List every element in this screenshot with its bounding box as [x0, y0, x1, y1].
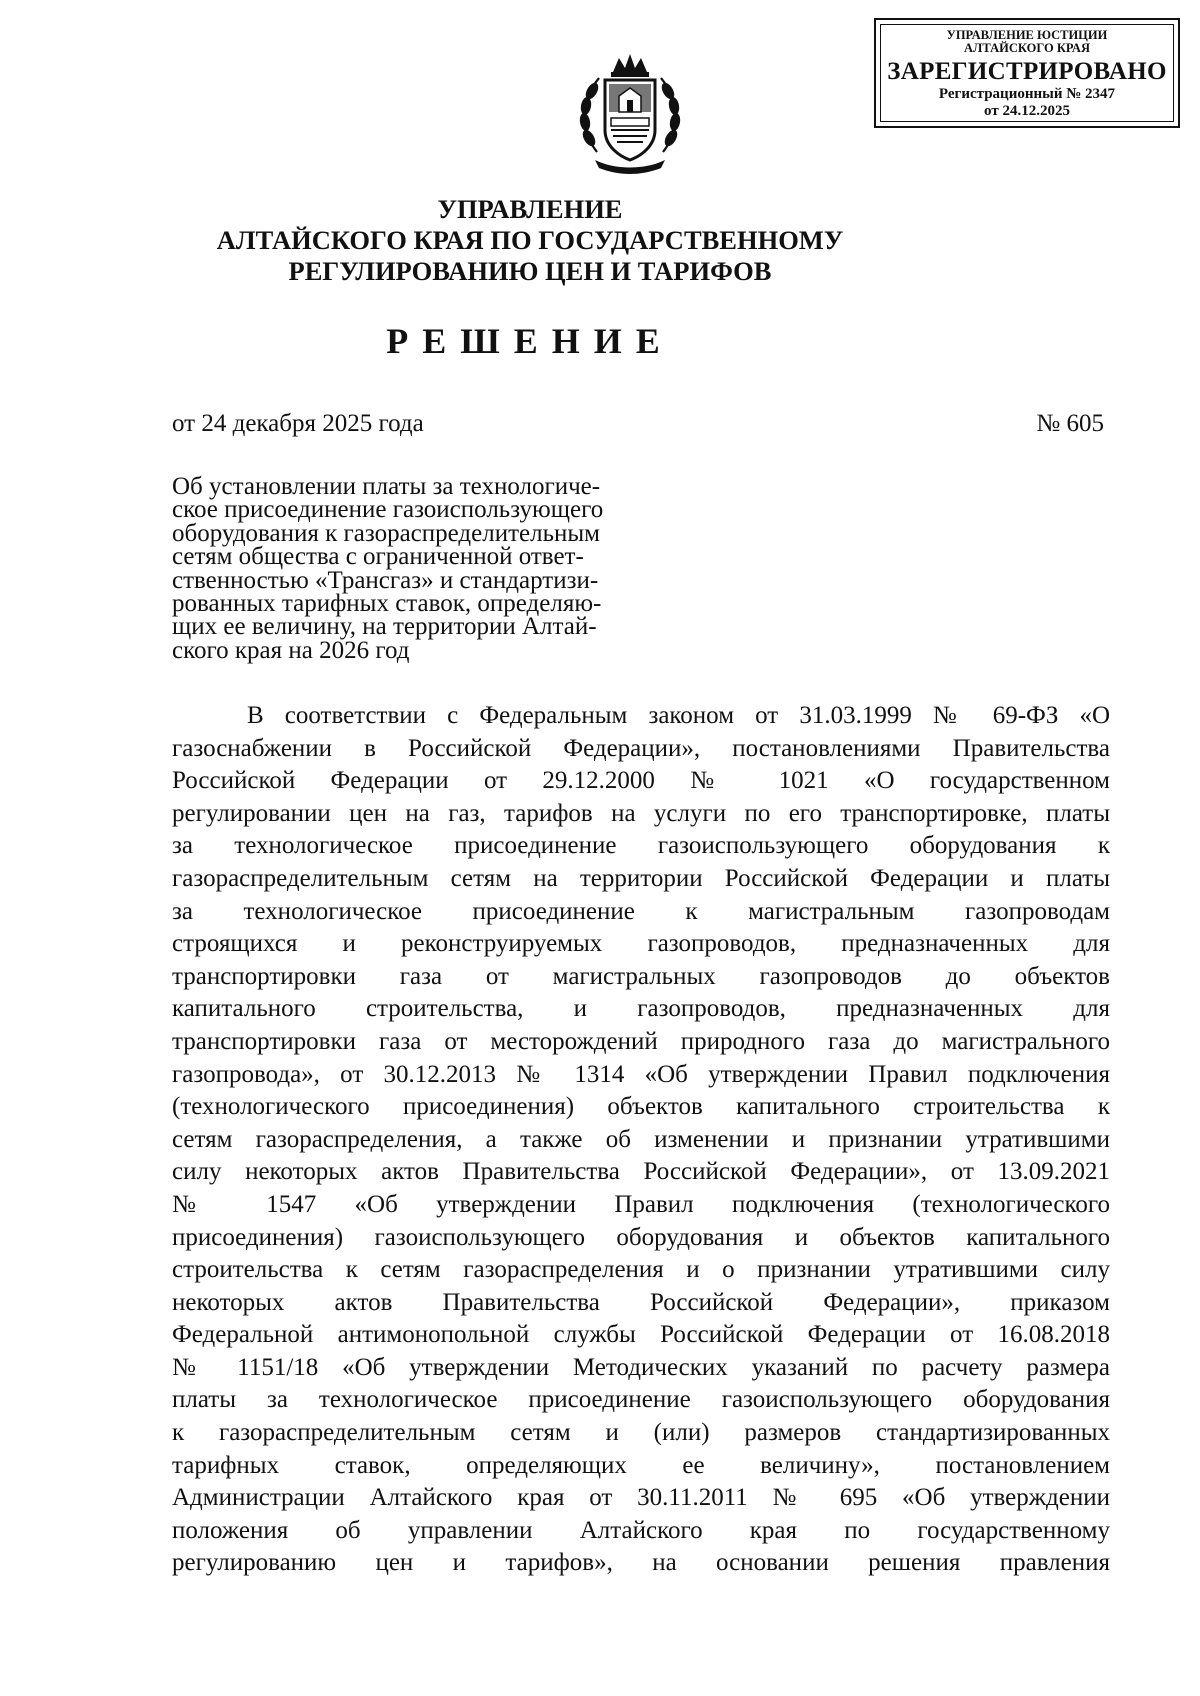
stamp-reg-number: Регистрационный № 2347 [938, 86, 1116, 102]
organization-line-2: АЛТАЙСКОГО КРАЯ ПО ГОСУДАРСТВЕННОМУ [216, 225, 844, 255]
document-date: от 24 декабря 2025 года [172, 410, 424, 437]
document-body [172, 700, 1110, 1580]
body-line: № 1547 «Об утверждении Правил подключения (технологического [172, 1190, 1110, 1218]
body-line: присоединения) газоиспользующего оборудования и объектов капитального [172, 1223, 1110, 1251]
body-line: капитального строительства, и газопроводов, предназначенных для [172, 995, 1110, 1023]
body-line: регулированию цен и тарифов», на основании решения правления [172, 1549, 1110, 1577]
organization-line-1: УПРАВЛЕНИЕ [437, 194, 623, 224]
body-line: строящихся и реконструируемых газопроводов, предназначенных для [172, 930, 1110, 958]
body-line: силу некоторых актов Правительства Российской Федерации», от 13.09.2021 [172, 1158, 1110, 1186]
body-line: регулировании цен на газ, тарифов на услуги по его транспортировке, платы [172, 799, 1110, 827]
body-line: платы за технологическое присоединение газоиспользующего оборудования [172, 1386, 1110, 1414]
organization-line-3: РЕГУЛИРОВАНИЮ ЦЕН И ТАРИФОВ [288, 256, 772, 286]
organization-header [0, 194, 1060, 287]
body-line: положения об управлении Алтайского края по государственному [172, 1516, 1110, 1544]
stamp-organization [881, 29, 1173, 55]
body-line: к газораспределительным сетям и (или) размеров стандартизированных [172, 1419, 1110, 1447]
body-line: № 1151/18 «Об утверждении Методических указаний по расчету размера [172, 1353, 1110, 1381]
body-line: газоснабжении в Российской Федерации», постановлениями Правительства [172, 734, 1110, 762]
coat-of-arms-icon [575, 52, 685, 178]
body-line: (технологического присоединения) объектов капитального строительства к [172, 1093, 1110, 1121]
body-line: за технологическое присоединение газоиспользующего оборудования к [172, 832, 1110, 860]
body-line: газопровода», от 30.12.2013 № 1314 «Об утверждении Правил подключения [172, 1060, 1110, 1088]
body-line: за технологическое присоединение к магистральным газопроводам [172, 897, 1110, 925]
document-subject: Об установлении платы за технологиче- ское присоединение газоиспользующего оборудования к газораспределительным сетям общества с ограниченной ответ- ственностью «Трансгаз» и стандартизи- рованных тарифных ставок, определяю- щих ее величину, на территории Алтай- ского края на 2026 год [172, 473, 604, 664]
stamp-org-line-1: УПРАВЛЕНИЕ ЮСТИЦИИ [946, 28, 1108, 42]
document-title: РЕШЕНИЕ [386, 321, 674, 361]
body-line: сетям газораспределения, а также об изменении и признании утратившими [172, 1125, 1110, 1153]
body-line: Федеральной антимонопольной службы Российской Федерации от 16.08.2018 [172, 1321, 1110, 1349]
registration-stamp [874, 18, 1180, 128]
body-line: Российской Федерации от 29.12.2000 № 1021 «О государственном [172, 767, 1110, 795]
body-line: транспортировки газа от магистральных газопроводов до объектов [172, 962, 1110, 990]
document-number: № 605 [1036, 410, 1104, 437]
stamp-title: ЗАРЕГИСТРИРОВАНО [887, 58, 1167, 85]
stamp-reg-date: от 24.12.2025 [984, 103, 1070, 119]
body-line: транспортировки газа от месторождений природного газа до магистрального [172, 1027, 1110, 1055]
body-line: Администрации Алтайского края от 30.11.2011 № 695 «Об утверждении [172, 1484, 1110, 1512]
body-line: строительства к сетям газораспределения и о признании утратившими силу [172, 1256, 1110, 1284]
stamp-org-line-2: АЛТАЙСКОГО КРАЯ [964, 41, 1090, 55]
registration-stamp-inner [880, 24, 1174, 122]
body-line: газораспределительным сетям на территории Российской Федерации и платы [172, 864, 1110, 892]
body-line: В соответствии с Федеральным законом от 31.03.1999 № 69-ФЗ «О [247, 702, 1110, 729]
body-line: тарифных ставок, определяющих ее величину», постановлением [172, 1451, 1110, 1479]
body-line: некоторых актов Правительства Российской Федерации», приказом [172, 1288, 1110, 1316]
coat-of-arms-graphic [575, 52, 685, 178]
